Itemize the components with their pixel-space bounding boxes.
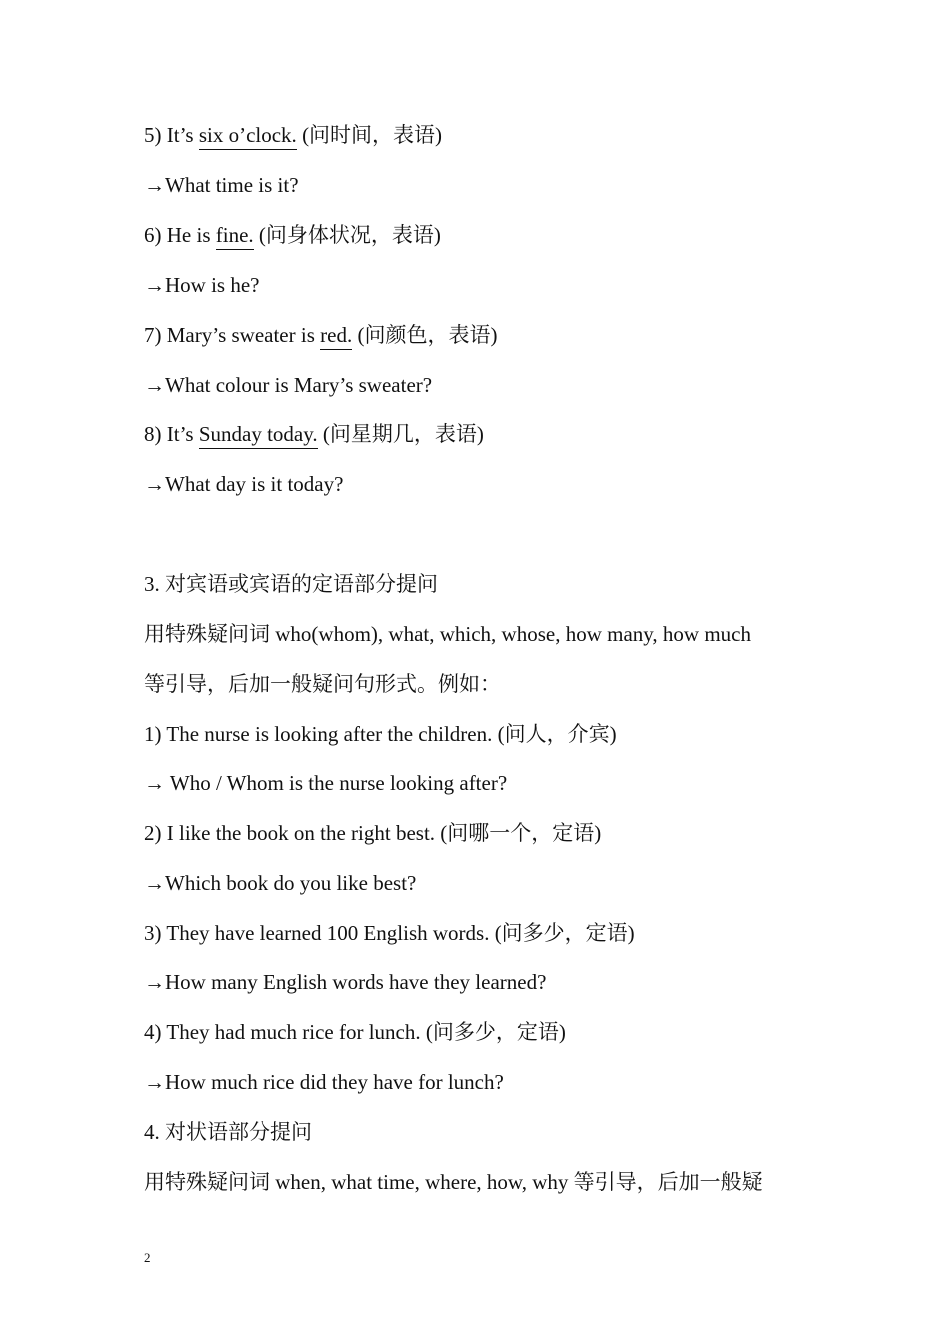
underlined-answer-part: Sunday today. (199, 422, 318, 449)
question-note: (问星期几，表语) (317, 422, 484, 446)
example-1-question: 1) The nurse is looking after the children. (问人，介宾) (144, 722, 617, 746)
question-note: (问身体状况，表语) (253, 223, 441, 247)
example-3-question: 3) They have learned 100 English words. (问多少，定语) (144, 921, 635, 945)
underlined-answer-part: red. (320, 323, 352, 350)
answer-item-7: →What colour is Mary’s sweater? (144, 373, 433, 397)
example-2-question: 2) I like the book on the right best. (问哪一个，定语) (144, 821, 602, 845)
section-3-intro-line-2: 等引导，后加一般疑问句形式。例如： (144, 672, 501, 696)
example-2-answer: →Which book do you like best? (144, 871, 417, 895)
section-3-intro-line-1: 用特殊疑问词 who(whom), what, which, whose, how many, how much (144, 622, 751, 646)
question-text: 5) It’s (144, 123, 199, 147)
answer-item-8: →What day is it today? (144, 472, 344, 496)
section-4-heading: 4. 对状语部分提问 (144, 1120, 312, 1144)
example-4-question: 4) They had much rice for lunch. (问多少，定语) (144, 1020, 566, 1044)
underlined-answer-part: fine. (216, 223, 254, 250)
question-note: (问时间，表语) (296, 123, 443, 147)
question-item-7 (144, 321, 497, 350)
answer-item-5: →What time is it? (144, 173, 299, 197)
section-3-heading: 3. 对宾语或宾语的定语部分提问 (144, 572, 438, 596)
question-text: 6) He is (144, 223, 216, 247)
example-3-answer: →How many English words have they learned? (144, 970, 547, 994)
underlined-answer-part: six o’clock. (199, 123, 297, 150)
question-item-5 (144, 121, 442, 150)
page-number: 2 (144, 1250, 151, 1265)
question-text: 7) Mary’s sweater is (144, 323, 321, 347)
question-item-6 (144, 221, 441, 250)
example-4-answer: →How much rice did they have for lunch? (144, 1070, 504, 1094)
question-note: (问颜色，表语) (352, 323, 498, 347)
section-4-intro-line-1: 用特殊疑问词 when, what time, where, how, why 等引导，后加一般疑 (144, 1170, 763, 1194)
question-text: 8) It’s (144, 422, 199, 446)
example-1-answer: → Who / Whom is the nurse looking after? (144, 771, 508, 795)
answer-item-6: →How is he? (144, 273, 260, 297)
question-item-8 (144, 420, 484, 449)
